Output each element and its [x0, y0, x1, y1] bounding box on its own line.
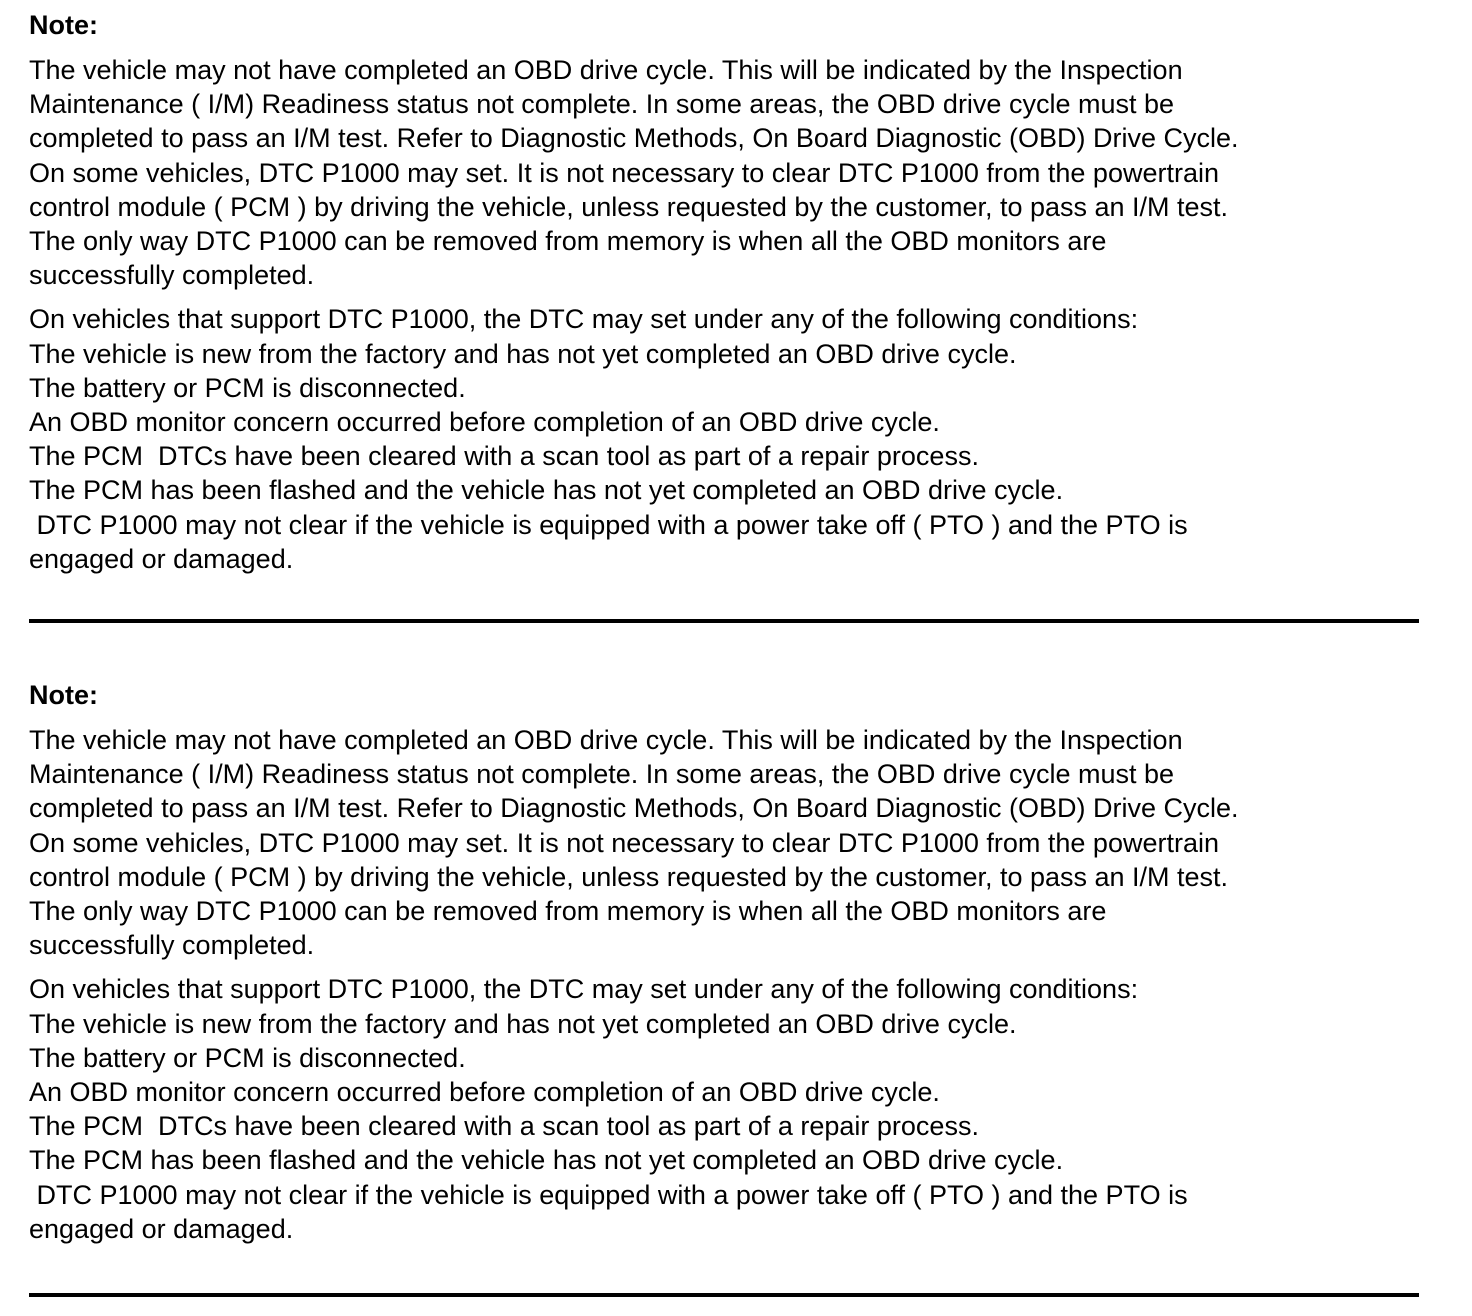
- text-line: The battery or PCM is disconnected.: [29, 1042, 466, 1073]
- text-line: The PCM DTCs have been cleared with a scan tool as part of a repair process.: [29, 1111, 979, 1142]
- section-divider: [29, 1293, 1419, 1297]
- text-line: An OBD monitor concern occurred before completion of an OBD drive cycle.: [29, 407, 940, 438]
- note-paragraph-2: [29, 302, 1429, 576]
- text-line: On vehicles that support DTC P1000, the DTC may set under any of the following conditions:: [29, 304, 1139, 335]
- text-line: The PCM has been flashed and the vehicle has not yet completed an OBD drive cycle.: [29, 1145, 1064, 1176]
- text-line: Maintenance ( I/M) Readiness status not complete. In some areas, the OBD drive cycle must be: [29, 759, 1175, 790]
- text-line: engaged or damaged.: [29, 1213, 294, 1244]
- text-line: The only way DTC P1000 can be removed from memory is when all the OBD monitors are: [29, 226, 1107, 257]
- text-line: control module ( PCM ) by driving the vehicle, unless requested by the customer, to pass an I/M test.: [29, 861, 1229, 892]
- section-divider: [29, 619, 1419, 623]
- text-line: completed to pass an I/M test. Refer to Diagnostic Methods, On Board Diagnostic (OBD) Drive Cycle.: [29, 123, 1239, 154]
- text-line: The battery or PCM is disconnected.: [29, 372, 466, 403]
- text-line: An OBD monitor concern occurred before completion of an OBD drive cycle.: [29, 1077, 940, 1108]
- text-line: successfully completed.: [29, 930, 315, 961]
- text-line: The PCM has been flashed and the vehicle has not yet completed an OBD drive cycle.: [29, 475, 1064, 506]
- note-block-1: [29, 8, 1429, 576]
- text-line: The vehicle is new from the factory and has not yet completed an OBD drive cycle.: [29, 1008, 1017, 1039]
- note-paragraph-2: [29, 972, 1429, 1246]
- text-line: DTC P1000 may not clear if the vehicle is equipped with a power take off ( PTO ) and the PTO is: [29, 509, 1188, 540]
- text-line: The only way DTC P1000 can be removed from memory is when all the OBD monitors are: [29, 896, 1107, 927]
- text-line: On some vehicles, DTC P1000 may set. It is not necessary to clear DTC P1000 from the powertrain: [29, 827, 1219, 858]
- note-paragraph-1: [29, 723, 1429, 962]
- text-line: The vehicle may not have completed an OBD drive cycle. This will be indicated by the Inspection: [29, 725, 1183, 755]
- note-title: Note:: [29, 680, 98, 710]
- text-line: successfully completed.: [29, 260, 315, 291]
- text-line: The vehicle may not have completed an OBD drive cycle. This will be indicated by the Inspection: [29, 55, 1183, 85]
- text-line: The PCM DTCs have been cleared with a scan tool as part of a repair process.: [29, 441, 979, 472]
- text-line: The vehicle is new from the factory and has not yet completed an OBD drive cycle.: [29, 338, 1017, 369]
- text-line: DTC P1000 may not clear if the vehicle is equipped with a power take off ( PTO ) and the PTO is: [29, 1179, 1188, 1210]
- text-line: Maintenance ( I/M) Readiness status not complete. In some areas, the OBD drive cycle must be: [29, 89, 1175, 120]
- text-line: control module ( PCM ) by driving the vehicle, unless requested by the customer, to pass an I/M test.: [29, 191, 1229, 222]
- text-line: completed to pass an I/M test. Refer to Diagnostic Methods, On Board Diagnostic (OBD) Drive Cycle.: [29, 793, 1239, 824]
- text-line: On vehicles that support DTC P1000, the DTC may set under any of the following conditions:: [29, 974, 1139, 1005]
- note-paragraph-1: [29, 53, 1429, 292]
- note-block-2: [29, 678, 1429, 1246]
- note-title: Note:: [29, 10, 98, 40]
- text-line: On some vehicles, DTC P1000 may set. It is not necessary to clear DTC P1000 from the powertrain: [29, 157, 1219, 188]
- text-line: engaged or damaged.: [29, 543, 294, 574]
